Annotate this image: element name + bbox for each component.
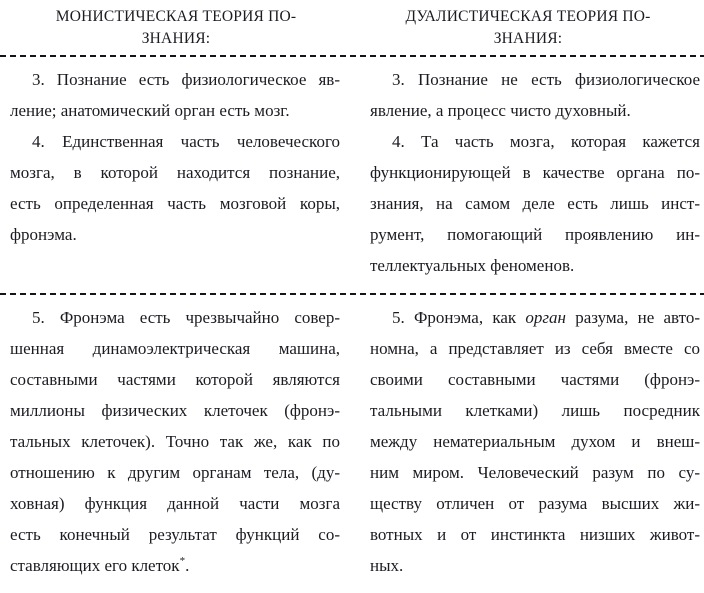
column-header-line: МОНИСТИЧЕСКАЯ ТЕОРИЯ ПО- <box>55 8 297 25</box>
text-segment: между нематериальным духом и внеш- <box>370 432 700 451</box>
text-line <box>10 126 340 157</box>
text-segment: вотных и от инстинкта низших живот- <box>370 525 700 544</box>
paragraph <box>10 64 340 126</box>
text-segment: составными частями которой являются <box>10 370 340 389</box>
text-segment: знания, на самом деле есть лишь инст- <box>370 194 700 213</box>
text-line <box>10 488 340 519</box>
footnote-marker: * <box>179 555 186 567</box>
text-segment: 4. Единственная часть человеческого <box>32 132 340 151</box>
text-line <box>10 426 340 457</box>
column-header-line: ЗНАНИЯ: <box>141 30 211 47</box>
text-segment: ним миром. Человеческий разум по су- <box>370 463 700 482</box>
text-line <box>10 457 340 488</box>
text-segment: румент, помогающий проявлению ин- <box>370 225 700 244</box>
text-segment: теллектуальных феноменов. <box>370 256 575 275</box>
text-line <box>10 519 340 550</box>
text-line <box>10 364 340 395</box>
text-line <box>370 395 700 426</box>
text-line <box>370 126 700 157</box>
text-line <box>370 188 700 219</box>
text-line <box>10 550 340 581</box>
text-line <box>370 488 700 519</box>
column-cell-monistic <box>0 0 352 55</box>
text-segment: функционирующей в качестве органа по- <box>370 163 700 182</box>
text-line <box>370 157 700 188</box>
paragraph <box>370 302 700 581</box>
text-segment: орган <box>525 308 566 327</box>
text-line <box>10 219 340 250</box>
column-cell-dualistic <box>352 57 704 293</box>
text-segment: ществу отличен от разума высших жи- <box>370 494 700 513</box>
text-segment: 3. Познание не есть физиологическое <box>392 70 700 89</box>
text-segment: ных. <box>370 556 404 575</box>
text-line <box>370 457 700 488</box>
column-cell-dualistic <box>352 0 704 55</box>
text-segment: разума, не авто- <box>565 308 700 327</box>
text-line <box>370 64 700 95</box>
text-line <box>370 333 700 364</box>
text-segment: шенная динамоэлектрическая машина, <box>10 339 340 358</box>
column-cell-monistic <box>0 57 352 293</box>
text-line <box>10 188 340 219</box>
text-segment: тальных клеточек). Точно так же, как по <box>10 432 340 451</box>
text-line <box>370 219 700 250</box>
table-header-row <box>0 0 704 55</box>
text-line <box>370 550 700 581</box>
text-segment: . <box>185 556 190 575</box>
text-segment: 4. Та часть мозга, которая кажется <box>392 132 700 151</box>
column-cell-monistic <box>0 295 352 593</box>
text-line <box>10 95 340 126</box>
text-line <box>370 364 700 395</box>
text-segment: фронэма. <box>10 225 77 244</box>
column-header-line: ЗНАНИЯ: <box>493 30 563 47</box>
column-header-line: ДУАЛИСТИЧЕСКАЯ ТЕОРИЯ ПО- <box>405 8 651 25</box>
text-segment: ховная) функция данной части мозга <box>10 494 340 513</box>
table-body-row <box>0 57 704 293</box>
text-segment: ление; анатомический орган есть мозг. <box>10 101 290 120</box>
text-line <box>10 157 340 188</box>
text-segment: явление, а процесс чисто духовный. <box>370 101 631 120</box>
table-body-row <box>0 295 704 593</box>
text-line <box>370 426 700 457</box>
paragraph <box>370 126 700 281</box>
text-segment: отношению к другим органам тела, (ду- <box>10 463 340 482</box>
paragraph <box>370 64 700 126</box>
text-line <box>10 64 340 95</box>
text-segment: 5. Фронэма есть чрезвычайно совер- <box>32 308 340 327</box>
text-segment: тальными клетками) лишь посредник <box>370 401 700 420</box>
text-line <box>370 302 700 333</box>
text-segment: миллионы физических клеточек (фронэ- <box>10 401 340 420</box>
text-line <box>370 95 700 126</box>
text-segment: номна, а представляет из себя вместе со <box>370 339 700 358</box>
text-line <box>10 395 340 426</box>
text-segment: 5. Фронэма, как <box>392 308 526 327</box>
paragraph <box>10 302 340 581</box>
text-line <box>10 302 340 333</box>
text-segment: есть определенная часть мозговой коры, <box>10 194 340 213</box>
text-line <box>10 333 340 364</box>
text-line <box>370 250 700 281</box>
paragraph <box>10 126 340 250</box>
text-segment: есть конечный результат функций со- <box>10 525 340 544</box>
text-line <box>370 519 700 550</box>
column-cell-dualistic <box>352 295 704 593</box>
text-segment: своими составными частями (фронэ- <box>370 370 700 389</box>
text-segment: мозга, в которой находится познание, <box>10 163 340 182</box>
text-segment: ставляющих его клеток <box>10 556 180 575</box>
text-segment: 3. Познание есть физиологическое яв- <box>32 70 340 89</box>
